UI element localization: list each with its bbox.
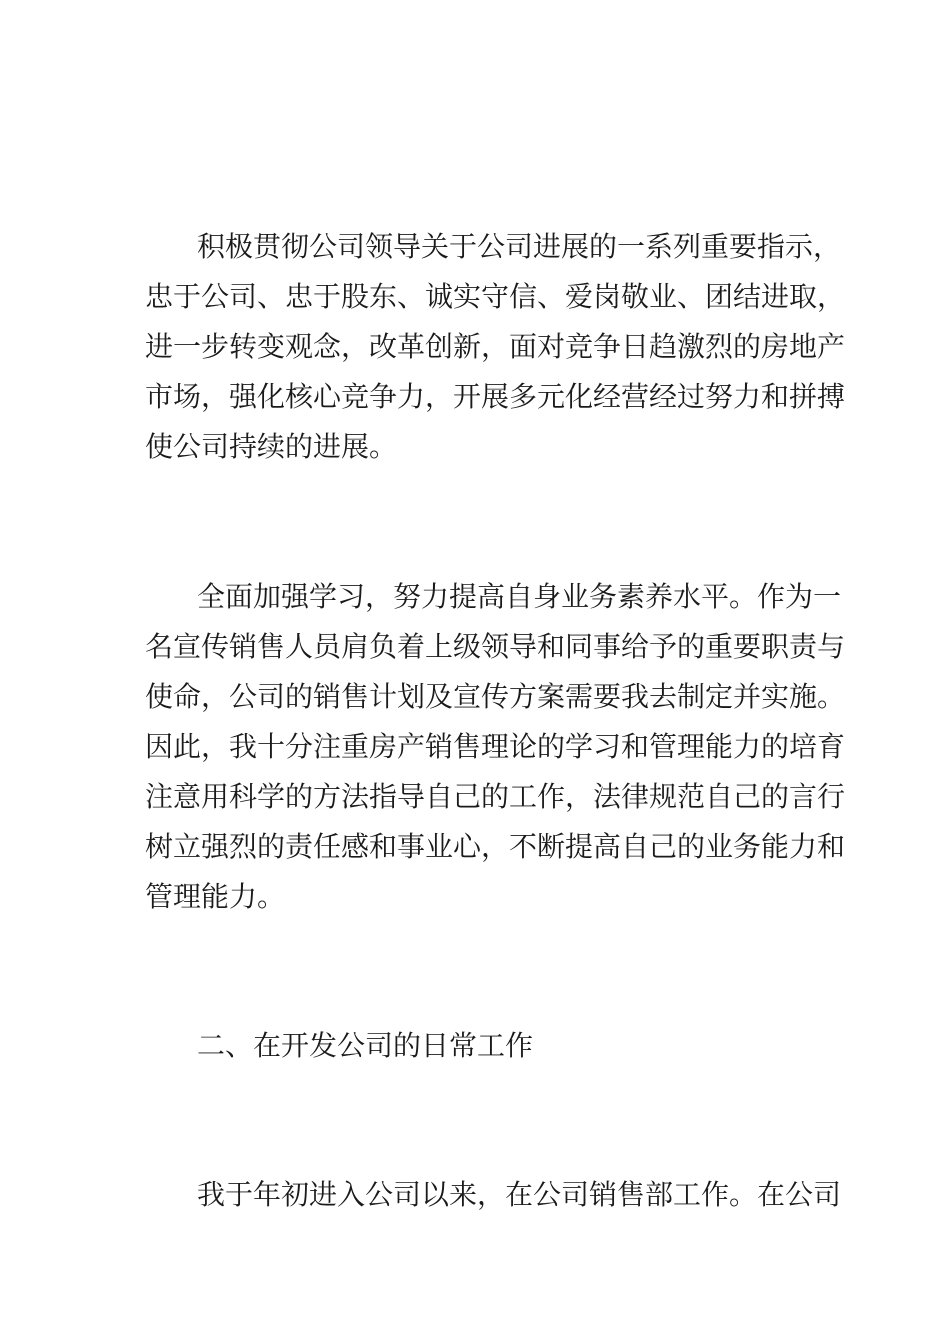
paragraph-line: 使命，公司的销售计划及宣传方案需要我去制定并实施。: [145, 680, 846, 713]
paragraph-line: 因此，我十分注重房产销售理论的学习和管理能力的培育: [145, 730, 846, 763]
paragraph-strengthen-learning: [145, 572, 846, 922]
paragraph-line: 市场，强化核心竞争力，开展多元化经营经过努力和拼搏: [145, 380, 846, 413]
paragraph-line: 使公司持续的进展。: [145, 430, 398, 463]
paragraph-joined-company: [145, 1170, 842, 1220]
paragraph-line: 积极贯彻公司领导关于公司进展的一系列重要指示，: [197, 230, 842, 263]
paragraph-line: 管理能力。: [145, 880, 286, 913]
paragraph-line: 名宣传销售人员肩负着上级领导和同事给予的重要职责与: [145, 630, 846, 663]
paragraph-line: 忠于公司、忠于股东、诚实守信、爱岗敬业、团结进取，: [145, 280, 846, 313]
paragraph-company-directives: [145, 222, 846, 472]
section-heading-daily-work: [145, 1021, 815, 1071]
paragraph-line: 树立强烈的责任感和事业心，不断提高自己的业务能力和: [145, 830, 846, 863]
paragraph-line: 注意用科学的方法指导自己的工作，法律规范自己的言行: [145, 780, 846, 813]
paragraph-line: 进一步转变观念，改革创新，面对竞争日趋激烈的房地产: [145, 330, 846, 363]
paragraph-line: 我于年初进入公司以来，在公司销售部工作。在公司: [197, 1178, 842, 1211]
section-heading-line: 二、在开发公司的日常工作: [197, 1029, 534, 1062]
paragraph-line: 全面加强学习，努力提高自身业务素养水平。作为一: [197, 580, 842, 613]
